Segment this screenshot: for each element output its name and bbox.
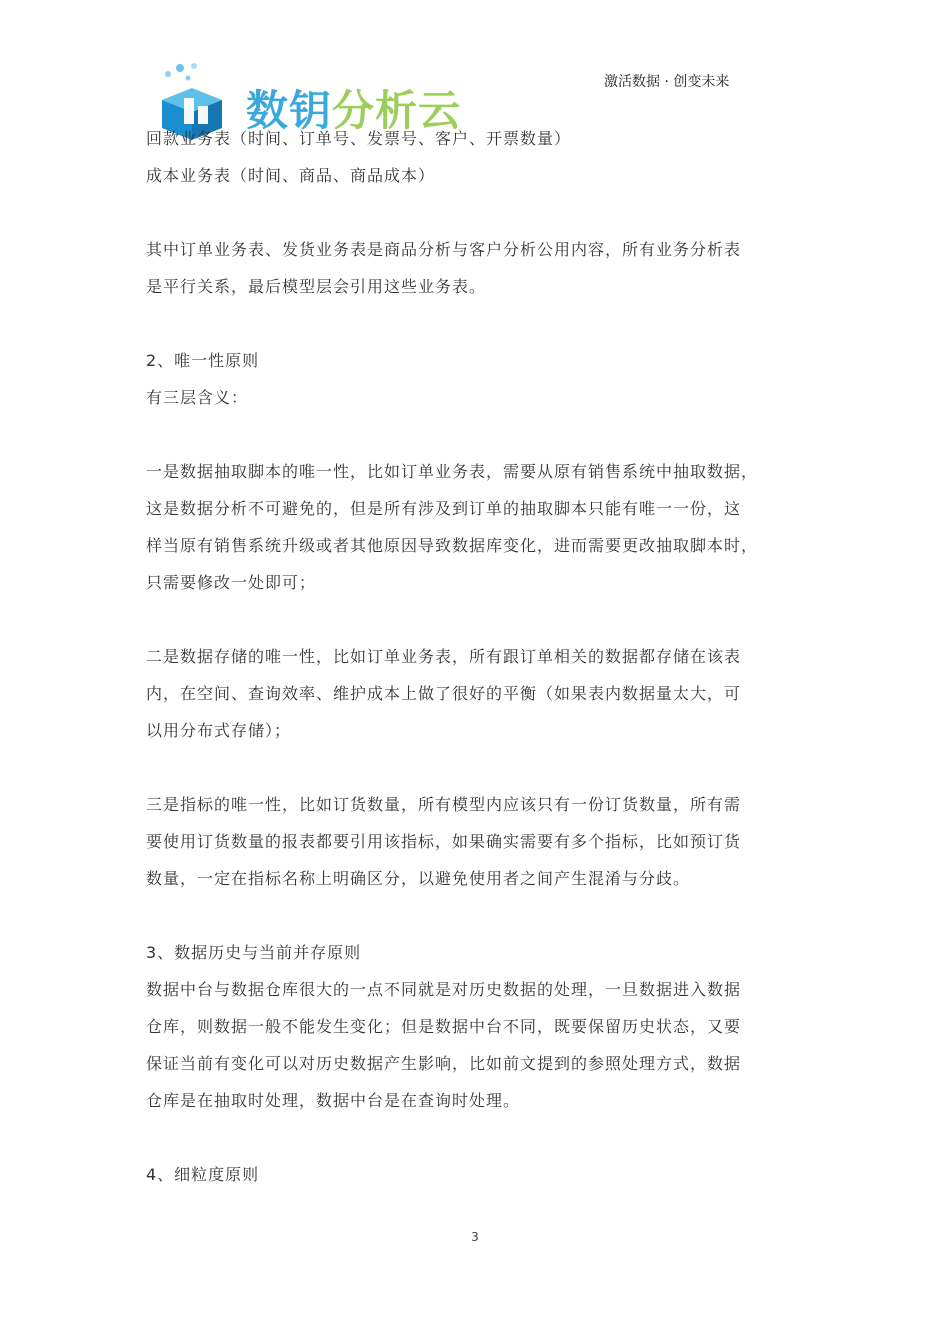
paragraph-line: 仓库，则数据一般不能发生变化；但是数据中台不同，既要保留历史状态，又要	[146, 1017, 742, 1036]
paragraph-line: 内，在空间、查询效率、维护成本上做了很好的平衡（如果表内数据量太大，可	[146, 684, 742, 703]
section-heading: 3、数据历史与当前并存原则	[146, 943, 362, 962]
paragraph-line: 要使用订货数量的报表都要引用该指标，如果确实需要有多个指标，比如预订货	[146, 832, 742, 851]
paragraph-line: 只需要修改一处即可；	[146, 573, 317, 592]
paragraph-line: 这是数据分析不可避免的，但是所有涉及到订单的抽取脚本只能有唯一一份，这	[146, 499, 742, 518]
paragraph-line: 是平行关系，最后模型层会引用这些业务表。	[146, 277, 487, 296]
paragraph-line: 三是指标的唯一性，比如订货数量，所有模型内应该只有一份订货数量，所有需	[146, 795, 742, 814]
section-heading: 2、唯一性原则	[146, 351, 260, 370]
paragraph-line: 样当原有销售系统升级或者其他原因导致数据库变化，进而需要更改抽取脚本时，	[146, 536, 759, 555]
page-number: 3	[471, 1230, 479, 1244]
paragraph-line: 以用分布式存储）；	[146, 721, 292, 740]
paragraph-line: 有三层含义：	[146, 388, 249, 407]
header-slogan: 激活数据 · 创变未来	[604, 74, 730, 90]
paragraph-line: 成本业务表（时间、商品、商品成本）	[146, 166, 436, 185]
section-heading: 4、细粒度原则	[146, 1165, 260, 1184]
paragraph-line: 数量，一定在指标名称上明确区分，以避免使用者之间产生混淆与分歧。	[146, 869, 691, 888]
logo-text-green: 分析云	[332, 86, 462, 135]
paragraph-line: 数据中台与数据仓库很大的一点不同就是对历史数据的处理，一旦数据进入数据	[146, 980, 742, 999]
paragraph-line: 仓库是在抽取时处理，数据中台是在查询时处理。	[146, 1091, 521, 1110]
paragraph-line: 回款业务表（时间、订单号、发票号、客户、开票数量）	[146, 129, 572, 148]
document-body	[146, 120, 816, 1193]
paragraph-line: 保证当前有变化可以对历史数据产生影响，比如前文提到的参照处理方式，数据	[146, 1054, 742, 1073]
logo-text-blue: 数钥	[246, 86, 333, 135]
paragraph-line: 一是数据抽取脚本的唯一性，比如订单业务表，需要从原有销售系统中抽取数据，	[146, 462, 759, 481]
paragraph-line: 其中订单业务表、发货业务表是商品分析与客户分析公用内容，所有业务分析表	[146, 240, 742, 259]
paragraph-line: 二是数据存储的唯一性，比如订单业务表，所有跟订单相关的数据都存储在该表	[146, 647, 742, 666]
